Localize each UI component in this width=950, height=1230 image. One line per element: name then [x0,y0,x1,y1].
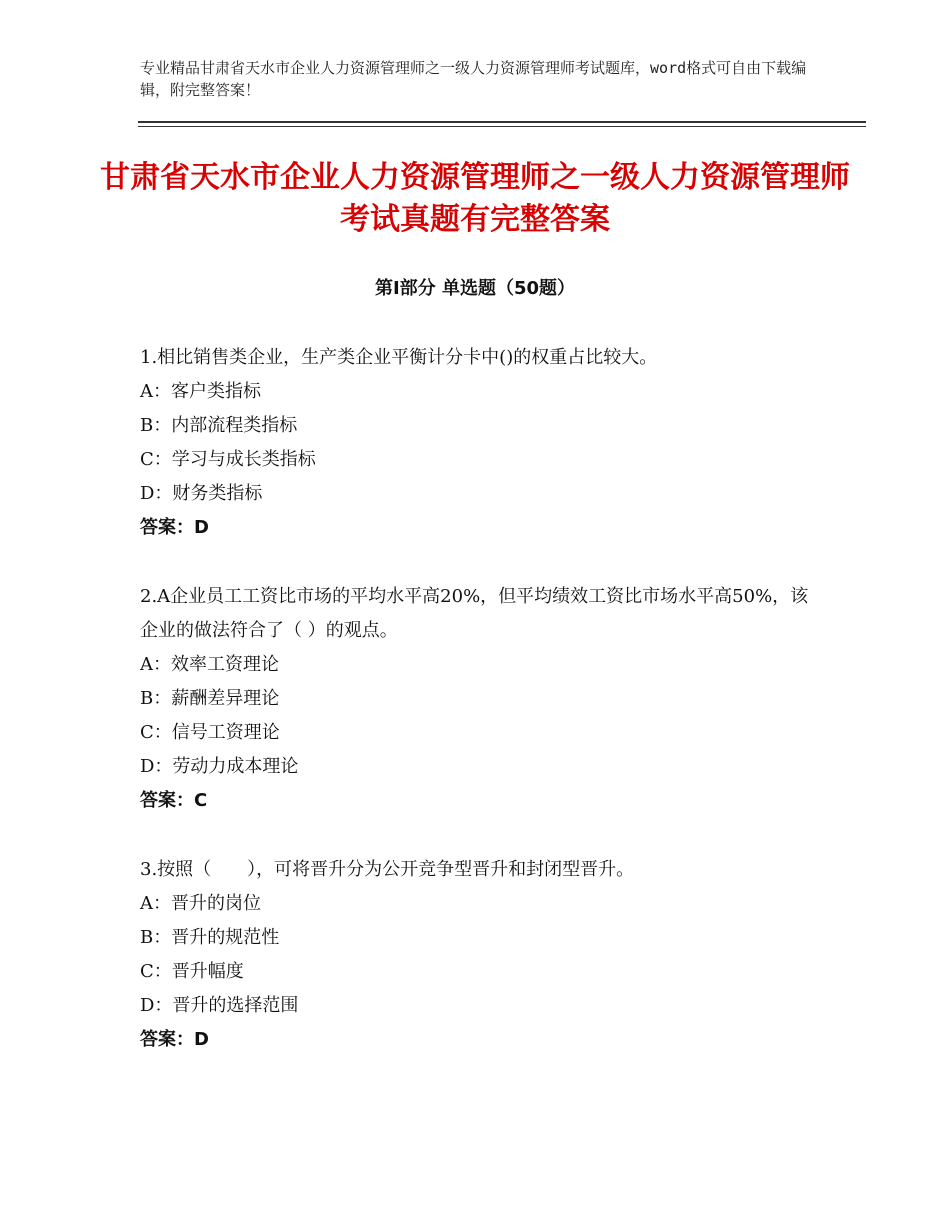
answer: 答案：D [140,517,209,538]
document-title: 甘肃省天水市企业人力资源管理师之一级人力资源管理师考试真题有完整答案 [100,160,850,237]
option-c: C：晋升幅度 [140,961,244,982]
option-d: D：劳动力成本理论 [140,756,299,777]
option-c: C：学习与成长类指标 [140,449,316,470]
option-b: B：薪酬差异理论 [140,688,280,709]
question-stem: 2.A企业员工工资比市场的平均水平高20%，但平均绩效工资比市场水平高50%，该企业的做法符合了（ ）的观点。 [140,586,809,641]
section-heading: 第Ⅰ部分 单选题（50题） [374,278,575,299]
question-stem: 3.按照（ ），可将晋升分为公开竞争型晋升和封闭型晋升。 [140,859,635,880]
option-a: A：效率工资理论 [140,654,279,675]
question-stem: 1.相比销售类企业，生产类企业平衡计分卡中()的权重占比较大。 [140,347,658,368]
option-d: D：财务类指标 [140,483,263,504]
option-b: B：内部流程类指标 [140,415,298,436]
answer: 答案：D [140,1029,209,1050]
option-b: B：晋升的规范性 [140,927,280,948]
option-d: D：晋升的选择范围 [140,995,299,1016]
header-divider-thin [138,126,866,127]
option-a: A：晋升的岗位 [140,893,261,914]
question-1 [140,341,820,545]
header-divider-thick [138,121,866,123]
question-2 [140,580,820,818]
header-note: 专业精品甘肃省天水市企业人力资源管理师之一级人力资源管理师考试题库，word格式可自由下载编辑，附完整答案！ [140,59,807,99]
answer: 答案：C [140,790,208,811]
option-a: A：客户类指标 [140,381,261,402]
option-c: C：信号工资理论 [140,722,280,743]
question-3 [140,853,820,1057]
